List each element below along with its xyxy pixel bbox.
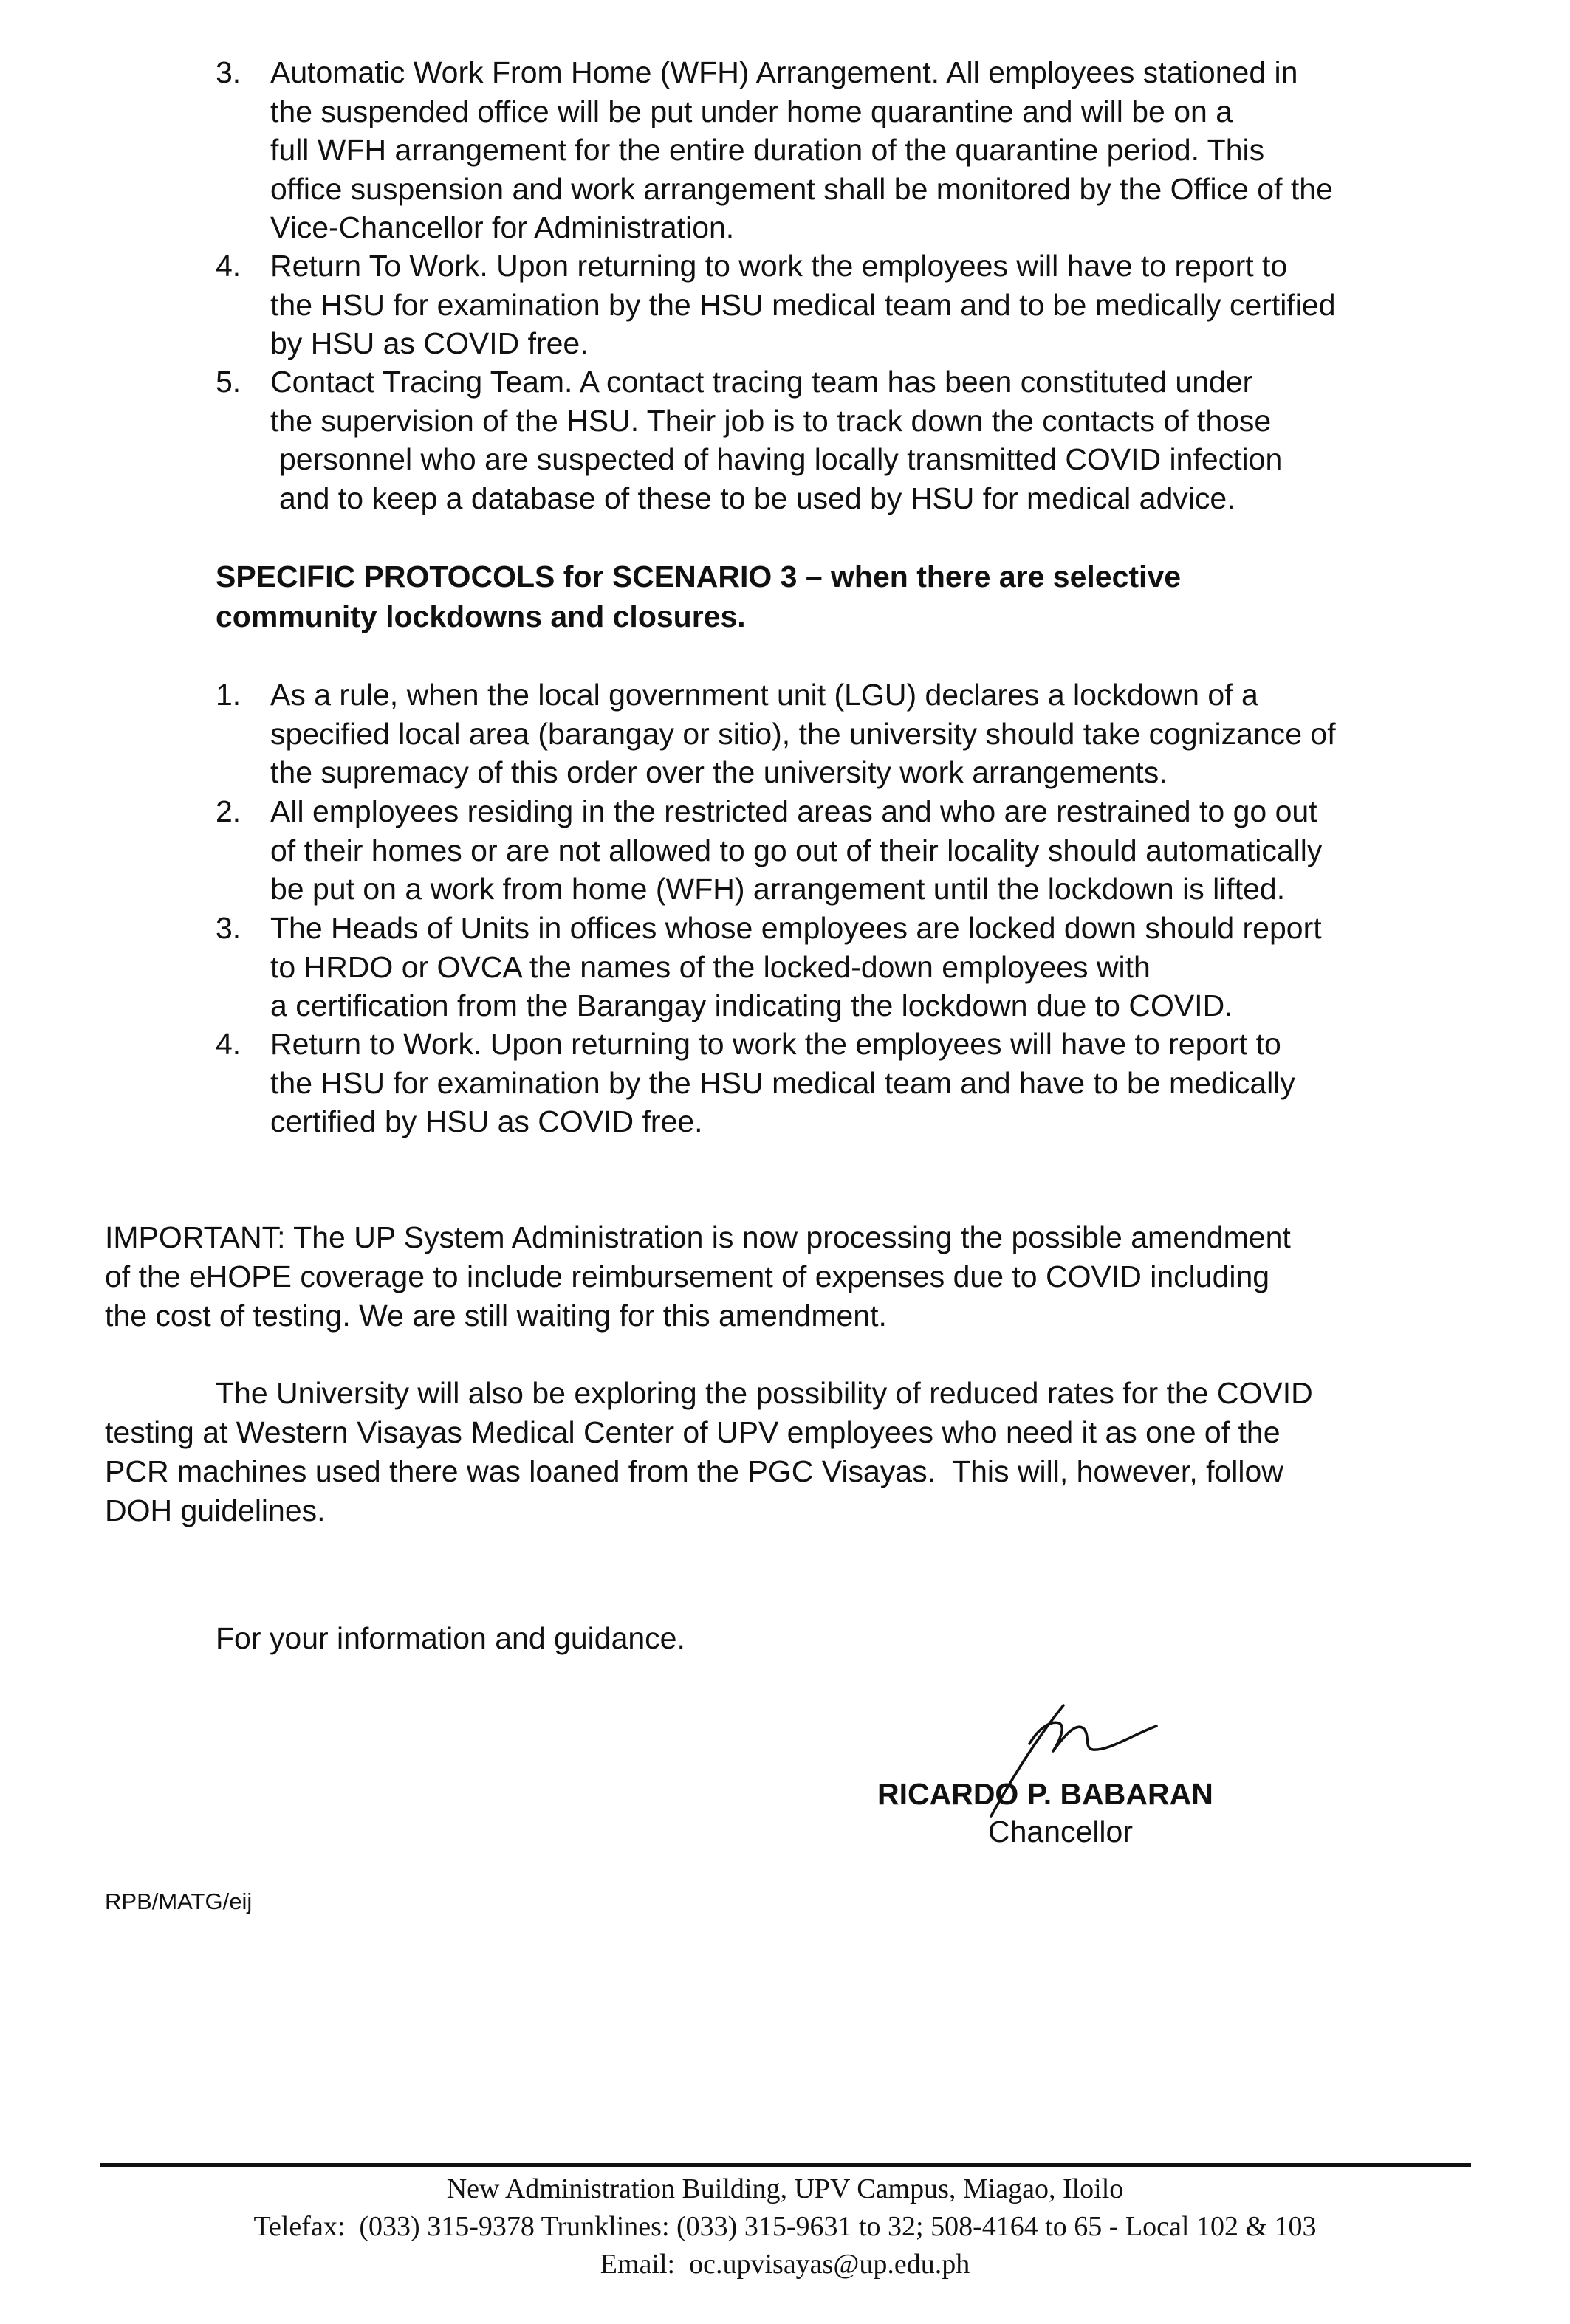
list-item-line: the suspended office will be put under home quarantine and will be on a — [270, 94, 1233, 128]
list-item-line: All employees residing in the restricted areas and who are restrained to go out — [270, 794, 1317, 828]
paragraph-line: IMPORTANT: The UP System Administration is now processing the possible amendment — [105, 1220, 1291, 1254]
list-item-line: Return to Work. Upon returning to work the employees will have to report to — [270, 1027, 1281, 1061]
list-item-number: 3. — [216, 911, 241, 945]
list-item-line: a certification from the Barangay indicating the lockdown due to COVID. — [270, 989, 1233, 1022]
list-item — [0, 1025, 1570, 1141]
list-item-line: the HSU for examination by the HSU medical team and have to be medically — [270, 1065, 1295, 1100]
list-item — [0, 792, 1570, 909]
list-item-number: 4. — [216, 249, 241, 283]
list-item-line: Automatic Work From Home (WFH) Arrangement. All employees stationed in — [270, 55, 1298, 89]
list-item-line: the supremacy of this order over the university work arrangements. — [270, 755, 1168, 789]
list-item-line: of their homes or are not allowed to go out of their locality should automatically — [270, 833, 1323, 867]
list-item-line: Vice-Chancellor for Administration. — [270, 210, 735, 244]
list-item-number: 1. — [216, 678, 241, 712]
testing-paragraph — [105, 1374, 1313, 1530]
list-item-number: 3. — [216, 55, 241, 89]
paragraph-line: testing at Western Visayas Medical Center of UPV employees who need it as one of the — [105, 1415, 1281, 1449]
list-item-line: As a rule, when the local government unit (LGU) declares a lockdown of a — [270, 678, 1258, 712]
list-item-line: full WFH arrangement for the entire duration of the quarantine period. This — [270, 133, 1265, 167]
list-item-line: the HSU for examination by the HSU medical team and to be medically certified — [270, 287, 1336, 322]
closing-line: For your information and guidance. — [216, 1621, 685, 1655]
list-item-line: certified by HSU as COVID free. — [270, 1104, 703, 1138]
list-item-line: office suspension and work arrangement shall be monitored by the Office of the — [270, 171, 1333, 206]
list-item — [0, 675, 1570, 792]
list-item — [0, 362, 1570, 518]
scenario3-list — [0, 675, 1570, 1141]
list-item — [0, 247, 1570, 362]
footer-email: Email: oc.upvisayas@up.edu.ph — [600, 2249, 970, 2280]
scenario3-heading — [216, 557, 1181, 636]
work-arrangement-list — [0, 53, 1570, 518]
list-item-line: and to keep a database of these to be used by HSU for medical advice. — [279, 481, 1235, 515]
paragraph-line: of the eHOPE coverage to include reimbursement of expenses due to COVID including — [105, 1259, 1270, 1293]
list-item-number: 4. — [216, 1027, 241, 1061]
list-item-line: Contact Tracing Team. A contact tracing team has been constituted under — [270, 365, 1253, 399]
heading-line: SPECIFIC PROTOCOLS for SCENARIO 3 – when there are selective — [216, 560, 1182, 594]
list-item — [0, 909, 1570, 1025]
list-item — [0, 53, 1570, 247]
list-item-line: personnel who are suspected of having locally transmitted COVID infection — [279, 442, 1283, 476]
footer-telephone: Telefax: (033) 315-9378 Trunklines: (033) 315-9631 to 32; 508-4164 to 65 - Local 102 & 103 — [253, 2211, 1317, 2242]
list-item-line: specified local area (barangay or sitio), the university should take cognizance of — [270, 716, 1336, 751]
list-item-line: Return To Work. Upon returning to work the employees will have to report to — [270, 249, 1288, 283]
signatory-name: RICARDO P. BABARAN — [877, 1777, 1213, 1811]
reference-initials: RPB/MATG/eij — [105, 1888, 253, 1914]
footer-address: New Administration Building, UPV Campus, Miagao, Iloilo — [446, 2173, 1124, 2204]
paragraph-line: DOH guidelines. — [105, 1493, 326, 1527]
list-item-line: to HRDO or OVCA the names of the locked-down employees with — [270, 949, 1151, 984]
list-item-number: 2. — [216, 794, 241, 828]
list-item-line: by HSU as COVID free. — [270, 326, 589, 360]
list-item-line: be put on a work from home (WFH) arrangement until the lockdown is lifted. — [270, 872, 1286, 906]
important-paragraph — [105, 1218, 1291, 1335]
letterhead-footer — [0, 2170, 1570, 2283]
paragraph-line: PCR machines used there was loaned from the PGC Visayas. This will, however, follow — [105, 1454, 1283, 1488]
paragraph-line: the cost of testing. We are still waiting for this amendment. — [105, 1299, 887, 1333]
list-item-line: the supervision of the HSU. Their job is to track down the contacts of those — [270, 403, 1272, 438]
heading-line: community lockdowns and closures. — [216, 599, 746, 633]
signatory-title: Chancellor — [988, 1815, 1133, 1849]
list-item-line: The Heads of Units in offices whose employees are locked down should report — [270, 911, 1322, 945]
footer-divider — [100, 2163, 1471, 2167]
paragraph-line: The University will also be exploring the possibility of reduced rates for the COVID — [216, 1376, 1313, 1410]
list-item-number: 5. — [216, 365, 241, 399]
